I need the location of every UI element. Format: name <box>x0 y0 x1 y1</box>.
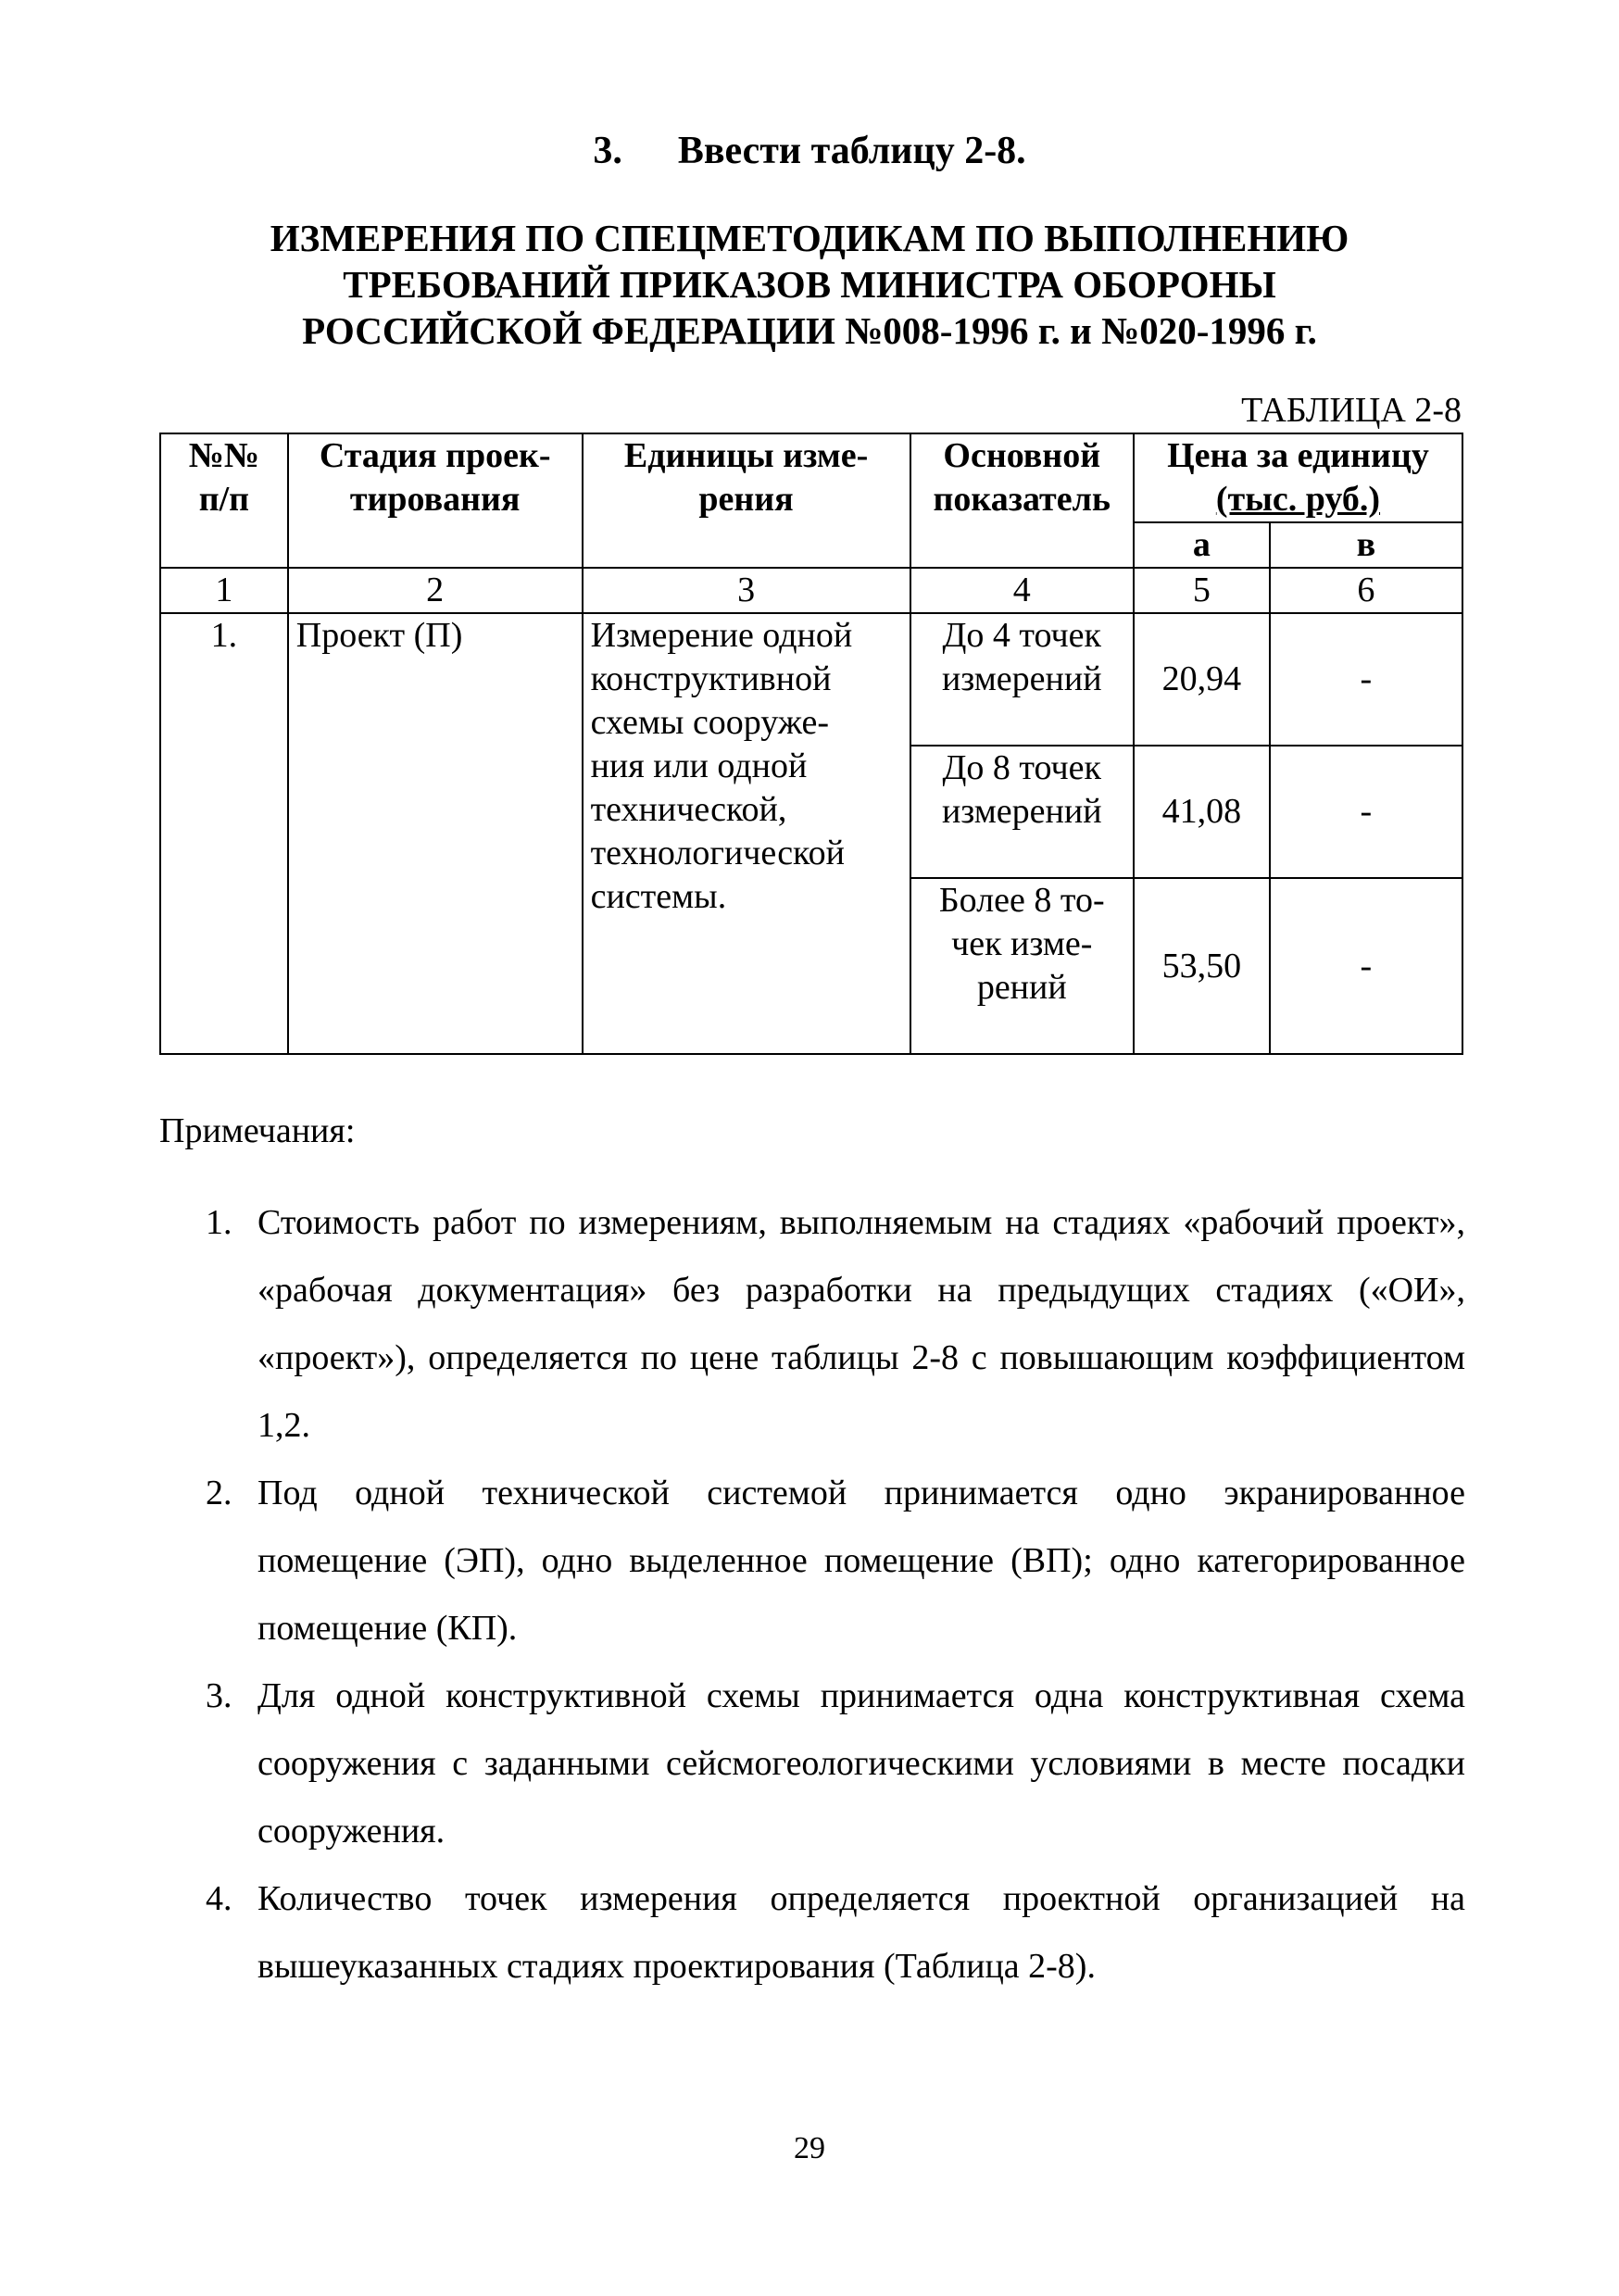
note-number: 2. <box>206 1474 232 1512</box>
header-num: №№ п/п <box>160 433 288 568</box>
note-item <box>206 1865 1465 2001</box>
cell-units: Измерение одной конструктивной схемы сооруже- ния или одной технической, технологической системы. <box>583 613 910 1054</box>
price-table <box>159 433 1463 1055</box>
header-price-a: а <box>1134 522 1270 568</box>
note-text: Количество точек измерения определяется проектной организацией на вышеуказанных стадиях проектирования (Таблица 2-8). <box>257 1879 1465 1986</box>
cell-price-b: - <box>1270 878 1462 1054</box>
note-item <box>206 1662 1465 1865</box>
column-number: 4 <box>910 568 1134 613</box>
cell-price-a: 20,94 <box>1134 613 1270 746</box>
column-number: 3 <box>583 568 910 613</box>
note-text: Под одной технической системой принимается одно экранированное помещение (ЭП), одно выделенное помещение (ВП); одно категорированное помещение (КП). <box>257 1474 1465 1648</box>
table-caption: ТАБЛИЦА 2-8 <box>1241 391 1462 430</box>
cell-price-a: 53,50 <box>1134 878 1270 1054</box>
header-stage: Стадия проек- тирования <box>288 433 583 568</box>
cell-price-a: 41,08 <box>1134 746 1270 878</box>
cell-indicator: До 4 точек измерений <box>910 613 1134 746</box>
section-number: 3. <box>593 130 622 172</box>
header-indicator: Основной показатель <box>910 433 1134 568</box>
page-number: 29 <box>794 2131 825 2165</box>
title-line: ИЗМЕРЕНИЯ ПО СПЕЦМЕТОДИКАМ ПО ВЫПОЛНЕНИЮ <box>270 217 1349 259</box>
table-header-row <box>160 433 1462 522</box>
column-number: 1 <box>160 568 288 613</box>
title-line: ТРЕБОВАНИЙ ПРИКАЗОВ МИНИСТРА ОБОРОНЫ <box>343 263 1276 306</box>
cell-price-b: - <box>1270 746 1462 878</box>
section-heading <box>0 128 1619 174</box>
column-number: 2 <box>288 568 583 613</box>
column-number: 6 <box>1270 568 1462 613</box>
header-price: Цена за единицу (тыс. руб.) <box>1134 433 1462 522</box>
note-item <box>206 1189 1465 1460</box>
title-line: РОССИЙСКОЙ ФЕДЕРАЦИИ №008-1996 г. и №020-1996 г. <box>302 309 1317 352</box>
header-price-b: в <box>1270 522 1462 568</box>
notes-list <box>206 1189 1465 2001</box>
document-title <box>0 215 1619 354</box>
note-text: Для одной конструктивной схемы принимается одна конструктивная схема сооружения с заданными сейсмогеологическими условиями в месте посадки сооружения. <box>257 1676 1465 1851</box>
cell-indicator: Более 8 то- чек изме- рений <box>910 878 1134 1054</box>
note-number: 3. <box>206 1676 232 1715</box>
note-text: Стоимость работ по измерениям, выполняемым на стадиях «рабочий проект», «рабочая документация» без разработки на предыдущих стадиях («ОИ», «проект»), определяется по цене таблицы 2-8 с повышающим коэффициентом 1,2. <box>257 1203 1465 1445</box>
cell-price-b: - <box>1270 613 1462 746</box>
cell-num: 1. <box>160 613 288 1054</box>
header-units: Единицы изме- рения <box>583 433 910 568</box>
note-number: 4. <box>206 1879 232 1918</box>
note-number: 1. <box>206 1203 232 1242</box>
cell-stage: Проект (П) <box>288 613 583 1054</box>
cell-indicator: До 8 точек измерений <box>910 746 1134 878</box>
note-item <box>206 1460 1465 1662</box>
section-text: Ввести таблицу 2-8. <box>677 130 1026 172</box>
table-row <box>160 613 1462 746</box>
column-number: 5 <box>1134 568 1270 613</box>
notes-heading: Примечания: <box>159 1111 356 1150</box>
column-number-row <box>160 568 1462 613</box>
